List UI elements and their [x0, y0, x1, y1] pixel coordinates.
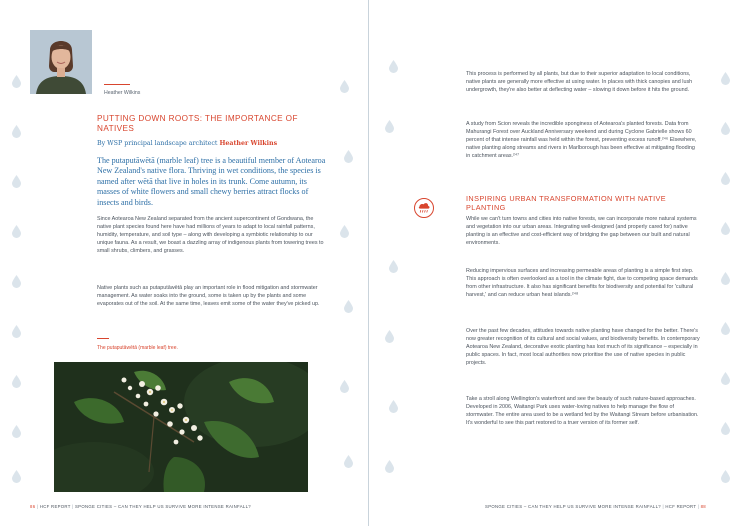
raindrop-icon [385, 330, 394, 343]
body-paragraph: Take a stroll along Wellington's waterfront and see the beauty of such nature-based approaches. Developed in 2006, Waitangi Park uses water-loving natives to help manage the flow of stormwater. The entire area used to be a wetland fed by the Waitangi Stream before urbanisation. It's wonderful to see this part restored to a truer version of its former self. [466, 396, 699, 426]
marble-leaf-photo [54, 362, 308, 492]
raindrop-icon [389, 60, 398, 73]
author-portrait [30, 30, 92, 94]
raindrop-icon [12, 75, 21, 88]
footer-report: HCF REPORT [665, 504, 697, 509]
footer-right: SPONGE CITIES – CAN THEY HELP US SURVIVE MORE INTENSE RAINFALL? | HCF REPORT | 88 [485, 504, 706, 509]
raindrop-icon [721, 172, 730, 185]
raindrop-icon [12, 175, 21, 188]
raindrop-icon [12, 275, 21, 288]
body-paragraph: A study from Scion reveals the incredible sponginess of Aotearoa's planted forests. Data from Mahurangi Forest over Auckland Anniversary weekend and during Cyclone Gabrielle shows 60 percent of that intense rainfall was held within the forest, preventing excess runoff.²⁴⁶ Elsewhere, native planting along streams and rivers in Marlborough has been effective at mitigating flooding in catchment areas.²⁴⁷ [466, 121, 697, 159]
raindrop-icon [12, 225, 21, 238]
body-paragraph: Native plants such as putaputāwētā play an important role in flood mitigation and stormwater management. As water soaks into the ground, some is taken up by the plants and some evaporates out of the soil. At the same time, leaves emit some of the water they've picked up. [97, 285, 320, 307]
raindrop-icon [721, 272, 730, 285]
body-paragraph: This process is performed by all plants, but due to their superior adaptation to local conditions, native plants are generally more effective at using water. In places with thick canopies and lush undergrowth, they're also better at deflecting water – slowing it down before it hits the ground. [466, 71, 693, 93]
raindrop-icon [344, 455, 353, 468]
raindrop-icon [344, 300, 353, 313]
raindrop-icon [721, 122, 730, 135]
raindrop-icon [385, 460, 394, 473]
byline-author: Heather Wilkins [219, 140, 278, 147]
page-number: 86 [30, 504, 36, 509]
raindrop-icon [344, 150, 353, 163]
footer-left: 86 | HCF REPORT | SPONGE CITIES – CAN THEY HELP US SURVIVE MORE INTENSE RAINFALL? [30, 504, 251, 509]
lead-paragraph: The putaputāwētā (marble leaf) tree is a beautiful member of Aotearoa New Zealand's native flora. Thriving in wet conditions, the species is named after wētā that live in holes in its trunk. Come autumn, its masses of white flowers and small chewy berries attract flocks of insects and birds. [97, 156, 326, 207]
portrait-caption: Heather Wilkins [104, 90, 141, 96]
raindrop-icon [340, 80, 349, 93]
body-paragraph: While we can't turn towns and cities into native forests, we can incorporate more natural systems and vegetation into our urban areas. Integrating well-designed (and properly cared for) native planting is an effective and cost-efficient way of bridging the gap between our built and natural environments. [466, 216, 697, 246]
raindrop-icon [12, 425, 21, 438]
raindrop-icon [340, 225, 349, 238]
body-paragraph: Since Aotearoa New Zealand separated from the ancient supercontinent of Gondwana, the native plant species found here have had millions of years to adapt to local rainfall patterns, humidity, temperature, and soil type – along with developing a symbiotic relationship to our unique fauna. As a result, we boast a dazzling array of indigenous plants from towering trees to small shrubs, climbers, and grasses. [97, 216, 324, 254]
photo-caption-rule [97, 338, 109, 339]
section-heading: INSPIRING URBAN TRANSFORMATION WITH NATIVE PLANTING [466, 194, 667, 212]
raindrop-icon [389, 260, 398, 273]
byline [97, 140, 327, 147]
right-page [368, 0, 736, 526]
footer-topic: SPONGE CITIES – CAN THEY HELP US SURVIVE MORE INTENSE RAINFALL? [485, 504, 661, 509]
byline-prefix: By WSP principal landscape architect [97, 140, 220, 147]
body-paragraph: Reducing impervious surfaces and increasing permeable areas of planting is a simple first step. This approach is often overlooked as a tool in the climate fight, due to competing space demands from other infrastructure. It also has significant benefits for biodiversity and potential for 'cultural harvest,' and can reduce urban heat islands.²⁴⁸ [466, 268, 698, 298]
raindrop-icon [721, 372, 730, 385]
photo-caption: The putaputāwētā (marble leaf) tree. [97, 345, 178, 351]
page-number: 88 [700, 504, 706, 509]
raindrop-icon [12, 325, 21, 338]
rain-icon [414, 198, 434, 218]
raindrop-icon [340, 380, 349, 393]
body-paragraph: Over the past few decades, attitudes towards native planting have changed for the better. There's now greater recognition of its cultural and social values, and biodiversity benefits. In contemporary Aotearoa New Zealand, decorative exotic planting has lost much of its significance – especially in public spaces. In fact, most local authorities now prioritise the use of native species in public projects. [466, 328, 700, 366]
raindrop-icon [721, 422, 730, 435]
raindrop-icon [721, 470, 730, 483]
raindrop-icon [12, 375, 21, 388]
raindrop-icon [385, 120, 394, 133]
raindrop-icon [389, 400, 398, 413]
article-title: PUTTING DOWN ROOTS: THE IMPORTANCE OF NATIVES [97, 114, 298, 133]
raindrop-icon [12, 470, 21, 483]
caption-rule [104, 84, 130, 85]
footer-topic: SPONGE CITIES – CAN THEY HELP US SURVIVE MORE INTENSE RAINFALL? [75, 504, 251, 509]
footer-report: HCF REPORT [39, 504, 71, 509]
raindrop-icon [721, 322, 730, 335]
raindrop-icon [721, 222, 730, 235]
raindrop-icon [12, 125, 21, 138]
raindrop-icon [721, 72, 730, 85]
